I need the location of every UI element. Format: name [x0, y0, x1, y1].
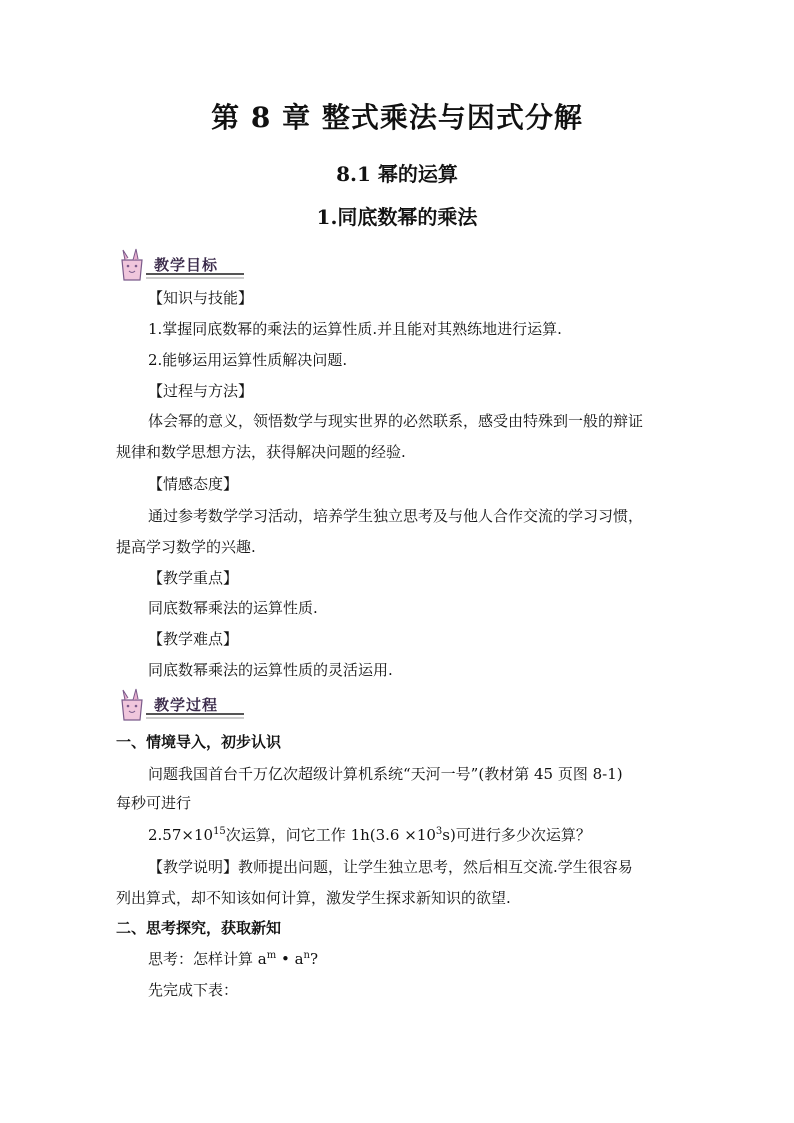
process-badge — [116, 688, 246, 724]
knowledge-item-1: 1.掌握同底数幂的乘法的运算性质.并且能对其熟练地进行运算. — [148, 320, 562, 338]
goals-badge — [116, 248, 246, 284]
knowledge-item-2: 2.能够运用运算性质解决问题. — [148, 351, 348, 369]
think-b: • a — [276, 950, 304, 968]
part1-heading: 一、情境导入，初步认识 — [116, 733, 282, 751]
part1-line3-b: 次运算，问它工作 1h(3.6 ×10 — [225, 826, 436, 844]
emotion-label: 【情感态度】 — [148, 475, 239, 493]
chapter-title: 第 8 章 整式乘法与因式分解 — [211, 101, 583, 134]
part1-line-1: 问题我国首台千万亿次超级计算机系统“天河一号”(教材第 45 页图 8-1) — [148, 765, 623, 783]
difficult-point-text: 同底数幂乘法的运算性质的灵活运用. — [148, 661, 393, 679]
key-point-text: 同底数幂乘法的运算性质. — [148, 599, 318, 617]
teaching-note-2: 列出算式，却不知该如何计算，激发学生探求新知识的欲望. — [116, 889, 511, 907]
think-exp-n: n — [303, 950, 310, 961]
section-title: 8.1 幂的运算 — [336, 162, 458, 186]
part1-line3-c: s)可进行多少次运算？ — [442, 826, 591, 844]
teaching-note-1: 【教学说明】教师提出问题，让学生独立思考，然后相互交流.学生很容易 — [148, 858, 633, 876]
knowledge-label: 【知识与技能】 — [148, 289, 254, 307]
key-point-label: 【教学重点】 — [148, 569, 239, 587]
part1-line-3 — [148, 824, 678, 846]
sub-title: 1.同底数幂的乘法 — [316, 205, 478, 229]
process-method-label: 【过程与方法】 — [148, 382, 254, 400]
think-question — [148, 948, 678, 970]
process-method-text-1: 体会幂的意义，领悟数学与现实世界的必然联系，感受由特殊到一般的辩证 — [148, 412, 644, 430]
process-badge-label: 教学过程 — [154, 696, 219, 714]
think-a: 思考：怎样计算 a — [148, 950, 267, 968]
think-exp-m: m — [266, 950, 277, 961]
think-c: ? — [309, 950, 319, 968]
part1-line3-a: 2.57×10 — [148, 826, 214, 844]
emotion-text-1: 通过参考数学学习活动，培养学生独立思考及与他人合作交流的学习习惯， — [148, 507, 644, 525]
part1-line-2: 每秒可进行 — [116, 794, 192, 812]
table-intro: 先完成下表： — [148, 981, 239, 999]
emotion-text-2: 提高学习数学的兴趣. — [116, 538, 256, 556]
part1-line3-exp: 15 — [213, 826, 226, 837]
part2-heading: 二、思考探究，获取新知 — [116, 919, 282, 937]
process-method-text-2: 规律和数学思想方法，获得解决问题的经验. — [116, 443, 406, 461]
goals-badge-label: 教学目标 — [154, 256, 219, 274]
difficult-point-label: 【教学难点】 — [148, 630, 239, 648]
part1-line3-exp2: 3 — [435, 826, 443, 837]
